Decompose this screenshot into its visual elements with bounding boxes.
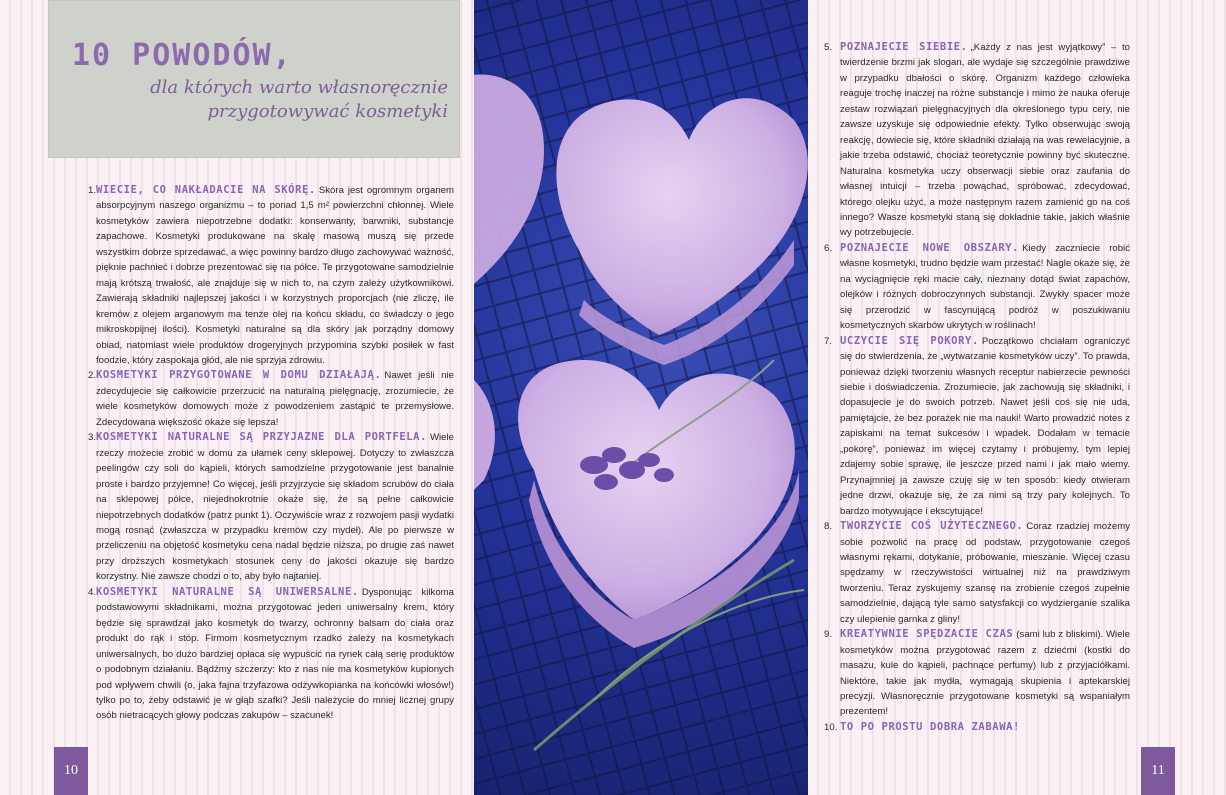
- list-item: [826, 40, 1130, 241]
- item-heading: KOSMETYKI NATURALNE SĄ PRZYJAZNE DLA PORTFELA.: [96, 431, 427, 444]
- item-text: Skóra jest ogromnym organem absorpcyjnym naszego organizmu – to ponad 1,5 m² powierzchni chłonnej. Wiele kosmetyków zawiera niepotrzebne dodatki: konserwanty, barwniki, substancje zapachowe. Kosmetyki produkowane na skalę masową muszą się przede wszystkim dobrze sprzedawać, a więc powinny bardzo długo zachowywać ważność, pięknie pachnieć i dobrze prezentować się na półce. Te przygotowane samodzielnie mają krótszą trwałość, ale znajduje się w nich to, na czym zależy użytkownikowi. Zawierają składniki najlepszej jakości i w korzystnych proporcjach (nie zliczę, ile kremów z olejem arganowym ma tenże olej na końcu składu, co świadczy o jego mikroskopijnej ilości). Kosmetyki naturalne są dla skóry jak porządny domowy obiad, natomiast wiele produktów drogeryjnych przypomina szybki posiłek w fast foodzie, który zaspokaja głód, ale nie sprzyja zdrowiu.: [96, 185, 454, 366]
- subtitle-line-2: przygotowywać kosmetyki: [207, 101, 448, 122]
- item-heading: UCZYCIE SIĘ POKORY.: [840, 334, 979, 347]
- reasons-list-right: [826, 40, 1130, 735]
- item-text: Coraz rzadziej możemy sobie pozwolić na pracę od podstaw, przygotowanie czegoś własnymi rękami, dotykanie, próbowanie, mieszanie. Więcej czasu spędzamy w rzeczywistości wirtualnej niż na prawdziwym tworzeniu. Teraz zyskujemy szansę na zrobienie czegoś zupełnie samodzielnie, dającą tyle samo satysfakcji co wydzierganie szalika czy ulepienie garnka z gliny!: [840, 521, 1130, 625]
- item-heading: KOSMETYKI PRZYGOTOWANE W DOMU DZIAŁAJĄ.: [96, 369, 382, 382]
- item-number: 3.: [87, 432, 96, 444]
- page-number-right: 11: [1141, 747, 1175, 795]
- item-text: Nawet jeśli nie zdecydujecie się całkowicie przerzucić na naturalną pielęgnację, zrozumiecie, że wiele kosmetyków domowych może z powodzeniem zastąpić te przemysłowe. Zdecydowana większość okaże się lepsza!: [96, 370, 454, 428]
- item-text: „Każdy z nas jest wyjątkowy” – to twierdzenie brzmi jak slogan, ale wydaje się szczególnie prawdziwe w przypadku dbałości o skórę. Organizm każdego człowieka reaguje trochę inaczej na różne substancje i mimo że nauka oferuje zestaw rozwiązań pielęgnacyjnych dla określonego typu cery, nie zawsze uzyskuje się odpowiednie efekty. Tylko obserwując swoją reakcję, dowiecie się, które składniki działają na was rewelacyjnie, a jakie trzeba odstawić, chociaż teoretycznie powinny być skuteczne. Naturalna kosmetyka uczy obserwacji siebie oraz zaufania do własnej intuicji – trzeba powąchać, spróbować, zdecydować, którego olejku użyć, a może następnym razem zamienić go na coś innego? Wasze kosmetyki staną się dokładnie takie, jakich właśnie wy potrzebujecie.: [840, 42, 1130, 239]
- list-item: [826, 334, 1130, 519]
- title-box: [48, 0, 460, 158]
- list-item: [62, 585, 454, 724]
- item-text: Dysponując kilkoma podstawowymi składnikami, można przygotować jeden uniwersalny krem, który będzie się sprawdzał jako kosmetyk do twarzy, ochronny balsam do ciała oraz produkt do rąk i stóp. Firmom kosmetycznym rzadko zależy na kosmetykach uniwersalnych, bo dużo bardziej opłaca się wypuścić na rynek całą serię produktów o podobnym działaniu. Bądźmy szczerzy: kto z nas nie ma kosmetyków kupionych pod wpływem chwili (o, jaka fajna trzyfazowa odżywkopianka na końcówki włosów!) tylko po to, żeby odstawić je w głąb szafki? Jeśli należycie do mniej licznej grupy osób nietracących głowy podczas zakupów – szacunek!: [96, 586, 454, 722]
- left-page: [0, 0, 474, 795]
- item-number: 5.: [824, 42, 833, 53]
- item-heading: TWORZYCIE COŚ UŻYTECZNEGO.: [840, 520, 1024, 533]
- list-item: [62, 430, 454, 585]
- item-heading: WIECIE, CO NAKŁADACIE NA SKÓRĘ.: [96, 184, 316, 196]
- item-text: Kiedy zaczniecie robić własne kosmetyki, trudno będzie wam przestać! Nagle okaże się, że na wyciągnięcie ręki macie cały, nieznany dotąd świat zapachów, olejków i różnych dobroczynnych substancji. Zwykły spacer może się przerodzić w fascynującą podróż w poszukiwaniu kosmetycznych skarbów ukrytych w roślinach!: [840, 242, 1130, 332]
- item-heading: POZNAJECIE NOWE OBSZARY.: [840, 241, 1020, 254]
- item-text: Początkowo chciałam ograniczyć się do stwierdzenia, że „wytwarzanie kosmetyków uczy”. To prawda, ponieważ dzięki tworzeniu własnych receptur nabierzecie pewności siebie i doświadczenia. Zrozumiecie, jak zachowują się składniki, i dopasujecie je do swoich potrzeb. Nawet jeśli coś się nie uda, pamiętajcie, że bez porażek nie ma nauki! Warto prowadzić notes z zapiskami na temat sukcesów i wpadek. Dodałam w temacie „pokorę”, ponieważ im więcej czytamy i próbujemy, tym lepiej zdajemy sobie sprawę, ile jeszcze przed nami i jak mało wiemy. Przynajmniej ja zawsze czuję się w ten sposób: kiedy otwieram jedne drzwi, okazuje się, że za nimi są trzy pary kolejnych. To bardzo motywujące i ekscytujące!: [840, 335, 1130, 517]
- page-subtitle: [108, 76, 448, 124]
- list-item: [826, 241, 1130, 334]
- heart-soap-lavender-photo: [474, 0, 808, 795]
- subtitle-line-1: dla których warto własnoręcznie: [150, 77, 448, 98]
- item-text: (sami lub z bliskimi). Wiele kosmetyków można przygotować razem z dziećmi (kostki do masażu, kule do kąpieli, pachnące perfumy) lub z przyjaciółkami. Niektóre, takie jak mydła, wymagają skupienia i aptekarskiej precyzji. Własnoręcznie przygotowane kosmetyki są wspaniałym prezentem!: [840, 629, 1130, 718]
- item-number: 6.: [824, 242, 833, 254]
- item-heading: KOSMETYKI NATURALNE SĄ UNIWERSALNE.: [96, 585, 359, 598]
- item-text: Wiele rzeczy możecie zrobić w domu za ułamek ceny sklepowej. Dotyczy to zwłaszcza peelingów czy soli do kąpieli, których samodzielne przygotowanie jest banalnie proste i bardzo przyjemne! Co więcej, jeśli przyjrzycie się składom scrubów do ciała na sklepowej półce, niejednokrotnie okaże się, że są pełne całkowicie niepotrzebnych dodatków (patrz punkt 1). Oczywiście wraz z rozwojem pasji wydatki mogą rosnąć (zwłaszcza w przypadku kremów czy mydeł). Ale po pierwsze w przeliczeniu na objętość kosmetyku cena nadal będzie niższa, po drugie zaś nawet przy droższych kosmetykach stosunek ceny do jakości okazuje się bardzo korzystny. Nie zawsze chodzi o to, aby było najtaniej.: [96, 432, 454, 583]
- list-item: [826, 627, 1130, 720]
- item-heading: TO PO PROSTU DOBRA ZABAWA!: [840, 720, 1020, 733]
- list-item: [62, 183, 454, 368]
- page-number-left: 10: [54, 747, 88, 795]
- item-number: 10.: [824, 721, 838, 733]
- item-heading: KREATYWNIE SPĘDZACIE CZAS: [840, 628, 1014, 641]
- reasons-list-left: [62, 183, 454, 724]
- list-item: [826, 720, 1130, 735]
- item-heading: POZNAJECIE SIEBIE.: [840, 41, 968, 53]
- item-number: 1.: [87, 185, 96, 196]
- photo-illustration: [474, 0, 808, 795]
- item-number: 8.: [824, 521, 833, 533]
- item-number: 9.: [824, 629, 833, 641]
- list-item: [826, 519, 1130, 627]
- page-title: 10 POWODÓW,: [72, 38, 293, 73]
- item-number: 4.: [87, 586, 96, 598]
- item-number: 7.: [824, 335, 833, 347]
- list-item: [62, 368, 454, 430]
- item-number: 2.: [87, 370, 96, 382]
